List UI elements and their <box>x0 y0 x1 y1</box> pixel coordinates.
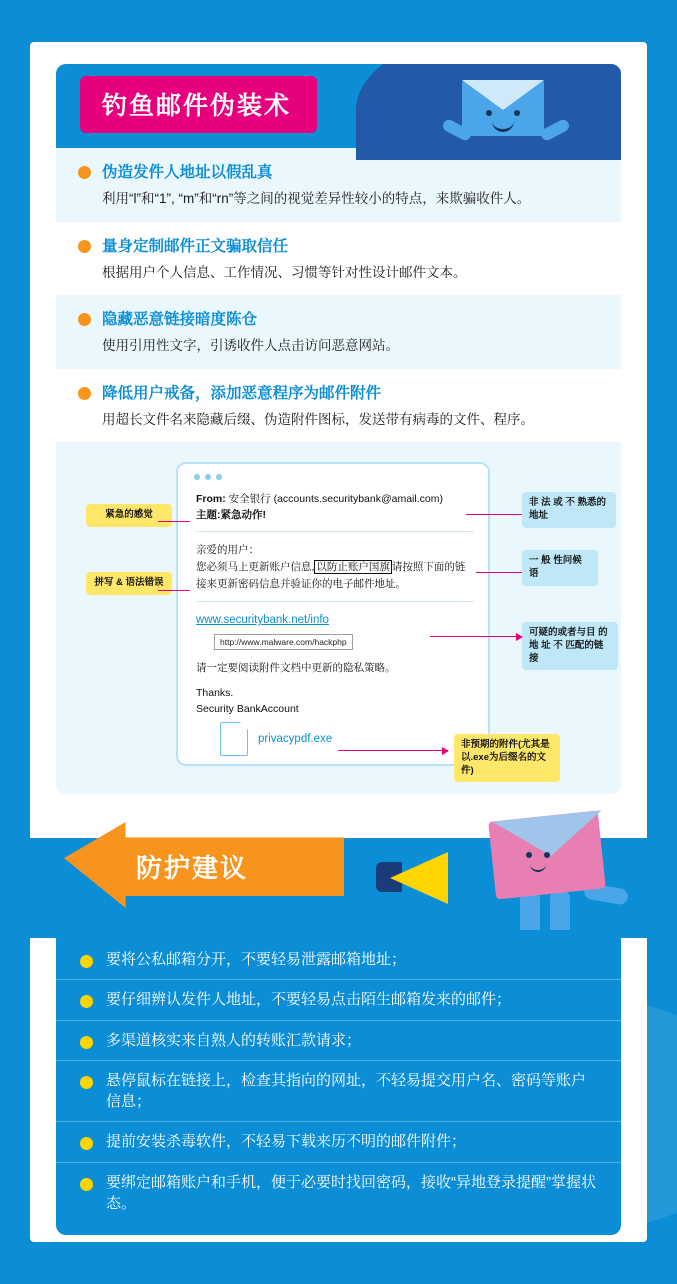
advice-item <box>56 1061 621 1123</box>
tip-text: 利用“l”和“1”, “m”和“rn”等之间的视觉差异性较小的特点，来欺骗收件人。 <box>102 191 531 206</box>
tip-heading: 降低用户戒备，添加恶意程序为邮件附件 <box>102 384 382 402</box>
email-subject-value: 紧急动作! <box>220 508 266 521</box>
advice-item <box>56 1122 621 1162</box>
advice-text: 要将公私邮箱分开，不要轻易泄露邮箱地址； <box>106 951 407 968</box>
email-body-boxed-phrase: 以防止账户国旗 <box>316 561 390 573</box>
tip-heading: 伪造发件人地址以假乱真 <box>102 164 273 181</box>
tip-heading: 量身定制邮件正文骗取信任 <box>102 237 289 255</box>
envelope-eye-right <box>514 110 520 116</box>
tip-item <box>56 295 621 369</box>
callout-generic-greeting: 一 般 性问候语 <box>522 550 598 586</box>
advice-item <box>56 940 621 980</box>
bullet-dot-icon <box>80 995 93 1008</box>
email-phishing-link[interactable]: www.securitybank.net/info <box>196 614 329 626</box>
advice-text: 提前安装杀毒软件，不轻易下载来历不明的邮件附件； <box>106 1133 467 1151</box>
bullet-dot-icon <box>80 1178 93 1191</box>
connector-urgency <box>158 521 190 522</box>
envelope-flap <box>462 80 544 110</box>
advice-text: 多渠道核实来自熟人的转账汇款请求； <box>106 1031 362 1049</box>
callout-urgency: 紧急的感觉 <box>86 504 172 527</box>
tip-item <box>56 222 621 296</box>
phishing-email-mockup <box>176 462 490 766</box>
advice-item <box>56 1163 621 1224</box>
window-dots-icon <box>194 474 222 480</box>
file-icon <box>220 722 248 756</box>
email-header <box>196 492 474 532</box>
connector-attachment <box>338 750 448 751</box>
email-subject-label: 主题: <box>196 508 221 521</box>
email-from-value: 安全银行 (accounts.securitybank@amail.com) <box>228 493 443 505</box>
advice-item <box>56 980 621 1020</box>
connector-greeting <box>476 572 522 573</box>
signature-line-1: Thanks. <box>196 687 234 699</box>
bullet-dot-icon <box>80 955 93 968</box>
tip-text: 用超长文件名来隐藏后缀、伪造附件图标，发送带有病毒的文件、程序。 <box>102 411 534 427</box>
bullet-dot-icon <box>78 240 91 253</box>
tip-item <box>56 369 621 443</box>
email-body <box>196 542 474 602</box>
bullet-dot-icon <box>78 387 91 400</box>
advice-item <box>56 1021 621 1061</box>
poster-page <box>30 42 647 1242</box>
section2-title: 防护建议 <box>136 853 249 883</box>
link-url-tooltip: http://www.malware.com/hackphp <box>214 634 353 650</box>
tip-heading: 隐藏恶意链接暗度陈仓 <box>102 311 258 329</box>
advice-list <box>56 930 621 1235</box>
megaphone-cone <box>390 852 448 904</box>
bullet-dot-icon <box>78 313 91 326</box>
email-body-part2: 请按照下面的链接来更新密码信息并验证你的电子邮件地址。 <box>196 561 466 590</box>
attachment-filename: privacypdf.exe <box>258 733 333 745</box>
bullet-dot-icon <box>80 1036 93 1049</box>
callout-unexpected-attachment: 非预期的附件(尤其是以.exe为后缀名的文件) <box>454 734 560 782</box>
email-from-label: From: <box>196 493 226 505</box>
tip-item <box>56 148 621 222</box>
bullet-dot-icon <box>78 166 91 179</box>
connector-illegal-address <box>466 514 522 515</box>
connector-suspicious-link <box>430 636 522 637</box>
advice-text: 悬停鼠标在链接上，检查其指向的网址，不轻易提交用户名、密码等账户信息； <box>106 1071 587 1111</box>
email-note: 请一定要阅读附件文档中更新的隐私策略。 <box>196 662 396 674</box>
connector-spelling <box>158 590 190 591</box>
tip-text: 使用引用性文字，引诱收件人点击访问恶意网站。 <box>102 338 399 354</box>
advice-text: 要绑定邮箱账户和手机，便于必要时找回密码，接收“异地登录提醒”掌握状态。 <box>106 1173 596 1213</box>
email-greeting: 亲爱的用户： <box>196 544 259 556</box>
email-body-part1: 您必须马上更新账户信息, <box>196 561 315 573</box>
callout-spelling-grammar: 拼写 & 语法错误 <box>86 572 172 595</box>
envelope-eye-left <box>486 110 492 116</box>
email-signature <box>196 686 299 718</box>
envelope-character-top <box>448 80 566 154</box>
bullet-dot-icon <box>80 1137 93 1150</box>
tip-list <box>56 148 621 442</box>
envelope-eye-left-bottom <box>526 852 532 858</box>
callout-illegal-address: 非 法 或 不 熟悉的地址 <box>522 492 616 528</box>
signature-line-2: Security BankAccount <box>196 702 299 715</box>
section1-title: 钓鱼邮件伪装术 <box>80 76 317 133</box>
advice-text: 要仔细辨认发件人地址，不要轻易点击陌生邮箱发来的邮件； <box>106 991 512 1009</box>
email-attachment[interactable] <box>220 722 332 756</box>
megaphone-icon <box>360 846 470 912</box>
section-protection-advice <box>30 800 647 1242</box>
bullet-dot-icon <box>80 1076 93 1089</box>
callout-suspicious-link: 可疑的或者与目 的 地 址 不 匹配的链接 <box>522 622 618 670</box>
envelope-eye-right-bottom <box>544 852 550 858</box>
tip-text: 根据用户个人信息、工作情况、习惯等针对性设计邮件文本。 <box>102 264 467 280</box>
